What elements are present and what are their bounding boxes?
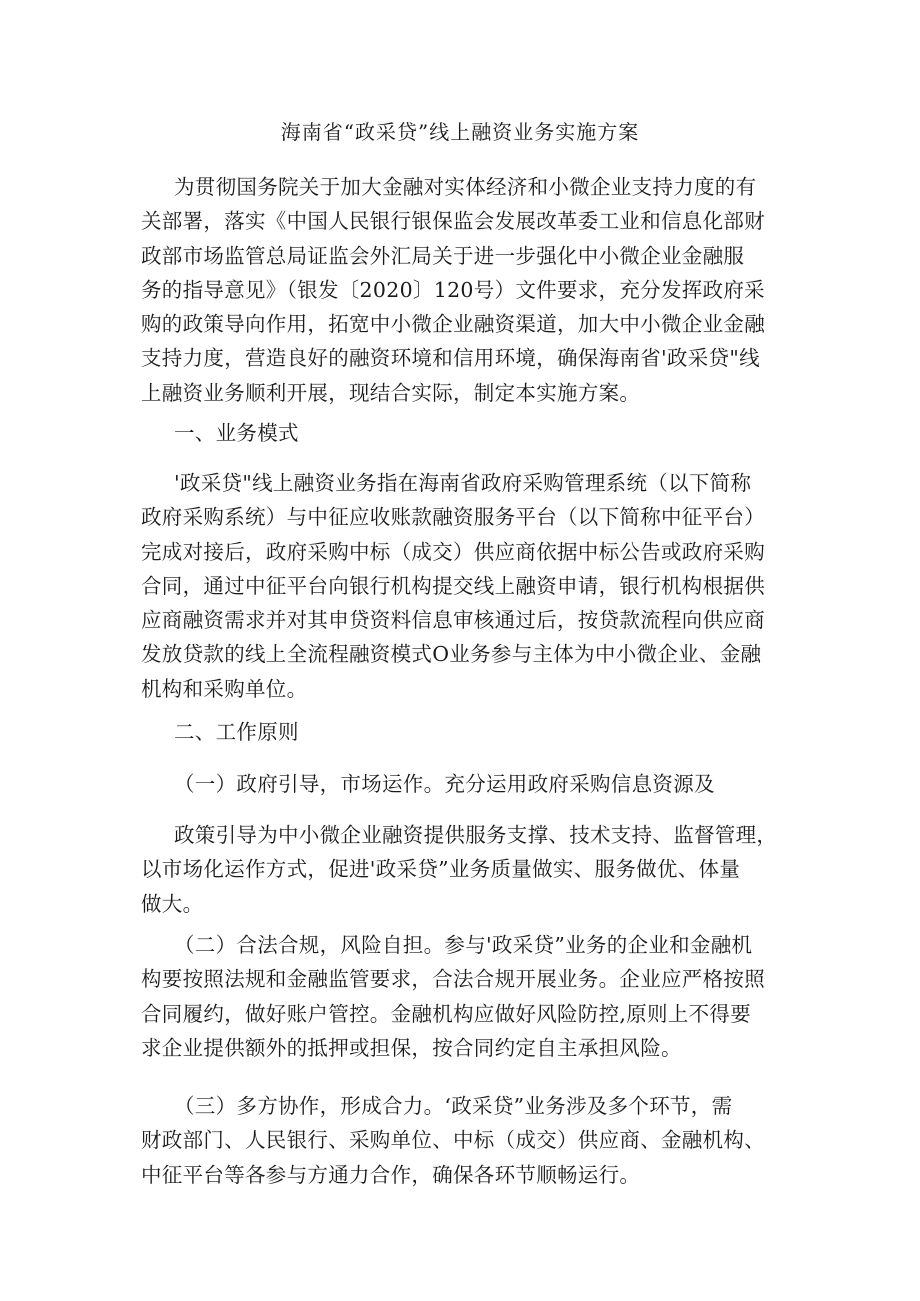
principle-1-heading: （一）政府引导，市场运作。充分运用政府采购信息资源及: [174, 772, 715, 796]
paragraph-line: 求企业提供额外的抵押或担保，按合同约定自主承担风险。: [141, 1035, 682, 1060]
paragraph-line: 购的政策导向作用，拓宽中小微企业融资渠道，加大中小微企业金融: [141, 312, 765, 337]
paragraph-line: 完成对接后，政府采购中标（成交）供应商依据中标公告或政府采购: [141, 539, 765, 564]
principle-3-paragraph: [141, 1089, 789, 1192]
paragraph-line: 上融资业务顺利开展，现结合实际，制定本实施方案。: [141, 380, 641, 405]
principle-2-paragraph: [141, 928, 789, 1065]
paragraph-line: （三）多方协作，形成合力。‘政采贷”业务涉及多个环节，需: [174, 1094, 733, 1118]
paragraph-line: 支持力度，营造良好的融资环境和信用环境，确保海南省'政采贷"线: [141, 346, 760, 371]
paragraph-line: 以市场化运作方式，促进'政采贷”业务质量做实、服务做优、体量: [141, 857, 741, 882]
section-heading-principles: 二、工作原则: [174, 720, 299, 744]
principle-1-paragraph: [141, 818, 789, 921]
paragraph-line: 做大。: [141, 891, 204, 916]
paragraph-line: 发放贷款的线上全流程融资模式O业务参与主体为中小微企业、金融: [141, 642, 762, 667]
business-model-paragraph: [141, 466, 789, 706]
section-heading-business-model: 一、业务模式: [174, 421, 299, 445]
paragraph-line: 构要按照法规和金融监管要求，合法合规开展业务。企业应严格按照: [141, 967, 765, 992]
paragraph-line: 关部署，落实《中国人民银行银保监会发展改革委工业和信息化部财: [141, 209, 765, 234]
paragraph-line: 合同履约，做好账户管控。金融机构应做好风险防控,原则上不得要: [141, 1001, 752, 1026]
document-title: 海南省“政采贷”线上融资业务实施方案: [280, 120, 640, 144]
paragraph-line: '政采贷"线上融资业务指在海南省政府采购管理系统（以下简称: [174, 471, 752, 495]
paragraph-line: 为贯彻国务院关于加大金融对实体经济和小微企业支持力度的有: [174, 175, 757, 199]
paragraph-line: 合同，通过中征平台向银行机构提交线上融资申请，银行机构根据供: [141, 573, 765, 598]
paragraph-line: 财政部门、人民银行、采购单位、中标（成交）供应商、金融机构、: [141, 1128, 765, 1153]
paragraph-line: 政策引导为中小微企业融资提供服务支撑、技术支持、监督管理，: [174, 823, 778, 847]
paragraph-line: （二）合法合规，风险自担。参与'政采贷”业务的企业和金融机: [174, 933, 753, 957]
paragraph-line: 机构和采购单位。: [141, 676, 308, 701]
intro-paragraph: [141, 170, 789, 410]
paragraph-line: 政府采购系统）与中征应收账款融资服务平台（以下简称中征平台）: [141, 505, 765, 530]
paragraph-line: 政部市场监管总局证监会外汇局关于进一步强化中小微企业金融服: [141, 243, 745, 268]
paragraph-line: 务的指导意见》（银发〔2020〕120号）文件要求，充分发挥政府采: [141, 277, 765, 302]
paragraph-line: 应商融资需求并对其申贷资料信息审核通过后，按贷款流程向供应商: [141, 608, 765, 633]
paragraph-line: 中征平台等各参与方通力合作，确保各环节顺畅运行。: [141, 1162, 641, 1187]
